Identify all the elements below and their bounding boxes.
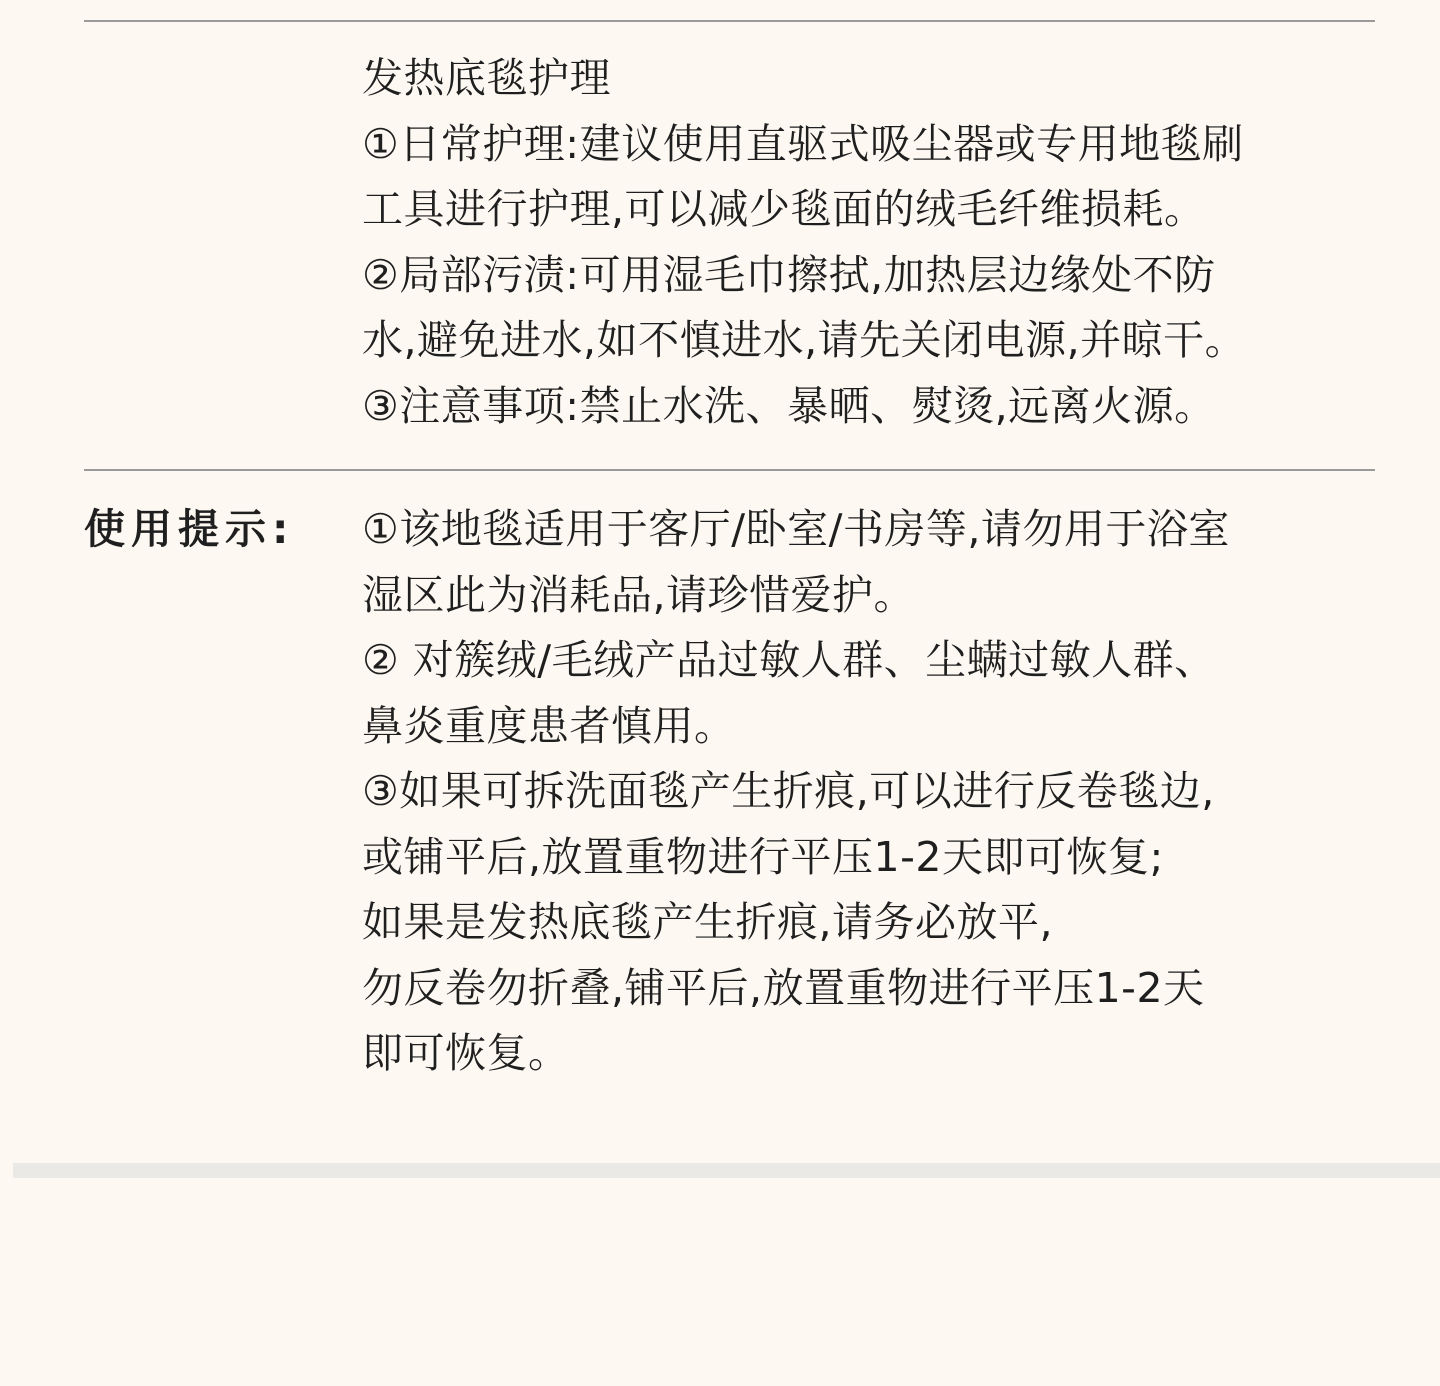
tip-line: 如果是发热底毯产生折痕,请务必放平, xyxy=(362,898,1054,946)
tip-line: 鼻炎重度患者慎用。 xyxy=(362,701,736,750)
tip-line: 湿区此为消耗品,请珍惜爱护。 xyxy=(362,570,916,619)
care-line: 水,避免进水,如不慎进水,请先关闭电源,并晾干。 xyxy=(362,316,1247,364)
top-divider xyxy=(84,20,1375,22)
tip-line: 即可恢复。 xyxy=(362,1029,570,1077)
care-heading: 发热底毯护理 xyxy=(362,54,611,102)
care-line: ①日常护理:建议使用直驱式吸尘器或专用地毯刷 xyxy=(362,119,1244,168)
bottom-separator-band xyxy=(13,1163,1440,1178)
section-divider xyxy=(84,469,1375,471)
tip-line: ①该地毯适用于客厅/卧室/书房等,请勿用于浴室 xyxy=(362,505,1230,553)
usage-tips-label: 使用提示: xyxy=(84,505,295,553)
care-line: ③注意事项:禁止水洗、暴晒、熨烫,远离火源。 xyxy=(362,381,1216,430)
care-line: ②局部污渍:可用湿毛巾擦拭,加热层边缘处不防 xyxy=(362,250,1216,299)
tip-line: ② 对簇绒/毛绒产品过敏人群、尘螨过敏人群、 xyxy=(362,636,1216,684)
heated-blanket-care-section xyxy=(362,46,1402,439)
tip-line: ③如果可拆洗面毯产生折痕,可以进行反卷毯边, xyxy=(362,767,1215,815)
care-line: 工具进行护理,可以减少毯面的绒毛纤维损耗。 xyxy=(362,185,1206,233)
tip-line: 或铺平后,放置重物进行平压1-2天即可恢复; xyxy=(362,832,1164,881)
bottom-blank-area xyxy=(0,1178,1440,1386)
usage-tips-section xyxy=(362,497,1402,1087)
tip-line: 勿反卷勿折叠,铺平后,放置重物进行平压1-2天 xyxy=(362,963,1205,1012)
